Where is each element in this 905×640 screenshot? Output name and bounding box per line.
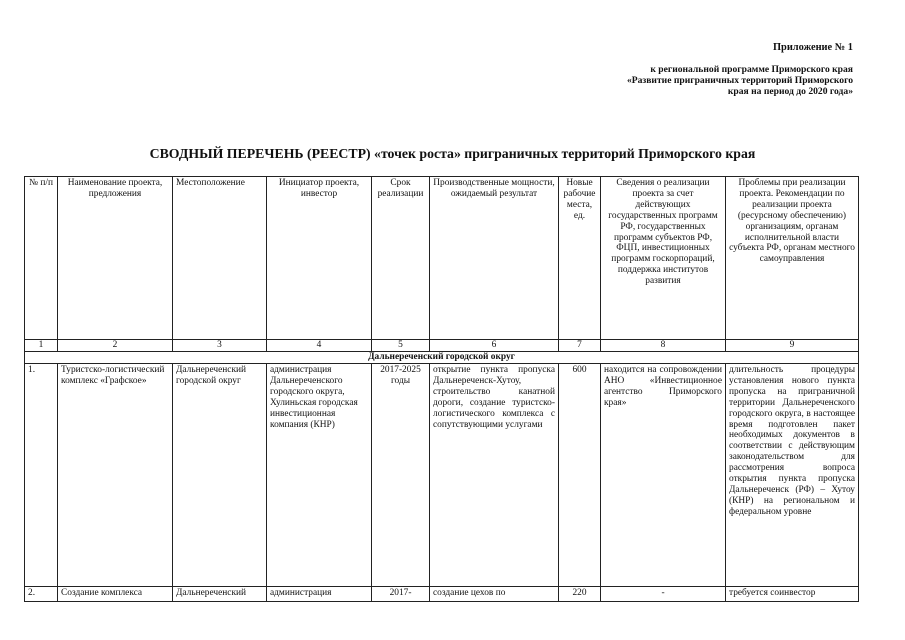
column-number: 4 [267, 340, 372, 352]
column-header: № п/п [25, 177, 58, 340]
project-programs: находится на сопровождении АНО «Инвестиционное агентство Приморского края» [601, 364, 726, 587]
column-header: Сведения о реализации проекта за счет действующих государственных программ РФ, государственных программ субъектов РФ, ФЦП, инвестиционных программ госкорпораций, поддержка институтов развития [601, 177, 726, 340]
project-jobs: 220 [559, 587, 601, 602]
column-header: Проблемы при реализации проекта. Рекомендации по реализации проекта (ресурсному обеспечению) организациям, органам исполнительной власти субъекта РФ, органам местного самоуправления [726, 177, 859, 340]
column-number: 6 [430, 340, 559, 352]
project-problems: длительность процедуры установления нового пункта пропуска на приграничной территории Дальнереченского городского округа, в настоящее время подготовлен пакет необходимых документов в соответствии с действующим законодательством для рассмотрения вопроса открытия пункта пропуска Дальнереченск (РФ) – Хутоу (КНР) на региональном и федеральном уровне [726, 364, 859, 587]
column-number: 9 [726, 340, 859, 352]
project-period: 2017-2025 годы [372, 364, 430, 587]
project-period: 2017- [372, 587, 430, 602]
project-name: Туристско-логистический комплекс «Графское» [58, 364, 173, 587]
column-header: Новые рабочие места, ед. [559, 177, 601, 340]
column-header: Инициатор проекта, инвестор [267, 177, 372, 340]
column-header: Производственные мощности, ожидаемый результат [430, 177, 559, 340]
column-number: 5 [372, 340, 430, 352]
project-jobs: 600 [559, 364, 601, 587]
table-row [25, 364, 859, 587]
row-number: 1. [25, 364, 58, 587]
project-initiator: администрация [267, 587, 372, 602]
project-result: открытие пункта пропуска Дальнереченск-Хутоу, строительство канатной дороги, создание туристско-логистического комплекса с сопутствующими услугами [430, 364, 559, 587]
appendix-line: края на период до 2020 года» [727, 86, 853, 97]
column-number: 1 [25, 340, 58, 352]
table-row [25, 587, 859, 602]
column-number: 3 [173, 340, 267, 352]
appendix-subtitle [627, 64, 853, 97]
project-initiator: администрация Дальнереченского городского округа, Хулиньская городская инвестиционная компания (КНР) [267, 364, 372, 587]
row-number: 2. [25, 587, 58, 602]
column-header: Местоположение [173, 177, 267, 340]
registry-table [24, 176, 859, 602]
document-title: СВОДНЫЙ ПЕРЕЧЕНЬ (РЕЕСТР) «точек роста» приграничных территорий Приморского края [149, 146, 756, 161]
section-row [25, 352, 859, 364]
project-location: Дальнереченский [173, 587, 267, 602]
column-header: Срок реализации [372, 177, 430, 340]
column-header: Наименование проекта, предложения [58, 177, 173, 340]
table-header-row [25, 177, 859, 340]
column-number: 7 [559, 340, 601, 352]
section-title: Дальнереченский городской округ [25, 352, 859, 364]
project-name: Создание комплекса [58, 587, 173, 602]
column-number: 2 [58, 340, 173, 352]
column-number-row [25, 340, 859, 352]
project-programs: - [601, 587, 726, 602]
project-location: Дальнереченский городской округ [173, 364, 267, 587]
project-result: создание цехов по [430, 587, 559, 602]
column-number: 8 [601, 340, 726, 352]
appendix-line: «Развитие приграничных территорий Приморского [626, 75, 853, 86]
project-problems: требуется соинвестор [726, 587, 859, 602]
appendix-title: Приложение № 1 [772, 42, 853, 53]
appendix-line: к региональной программе Приморского края [650, 64, 853, 75]
